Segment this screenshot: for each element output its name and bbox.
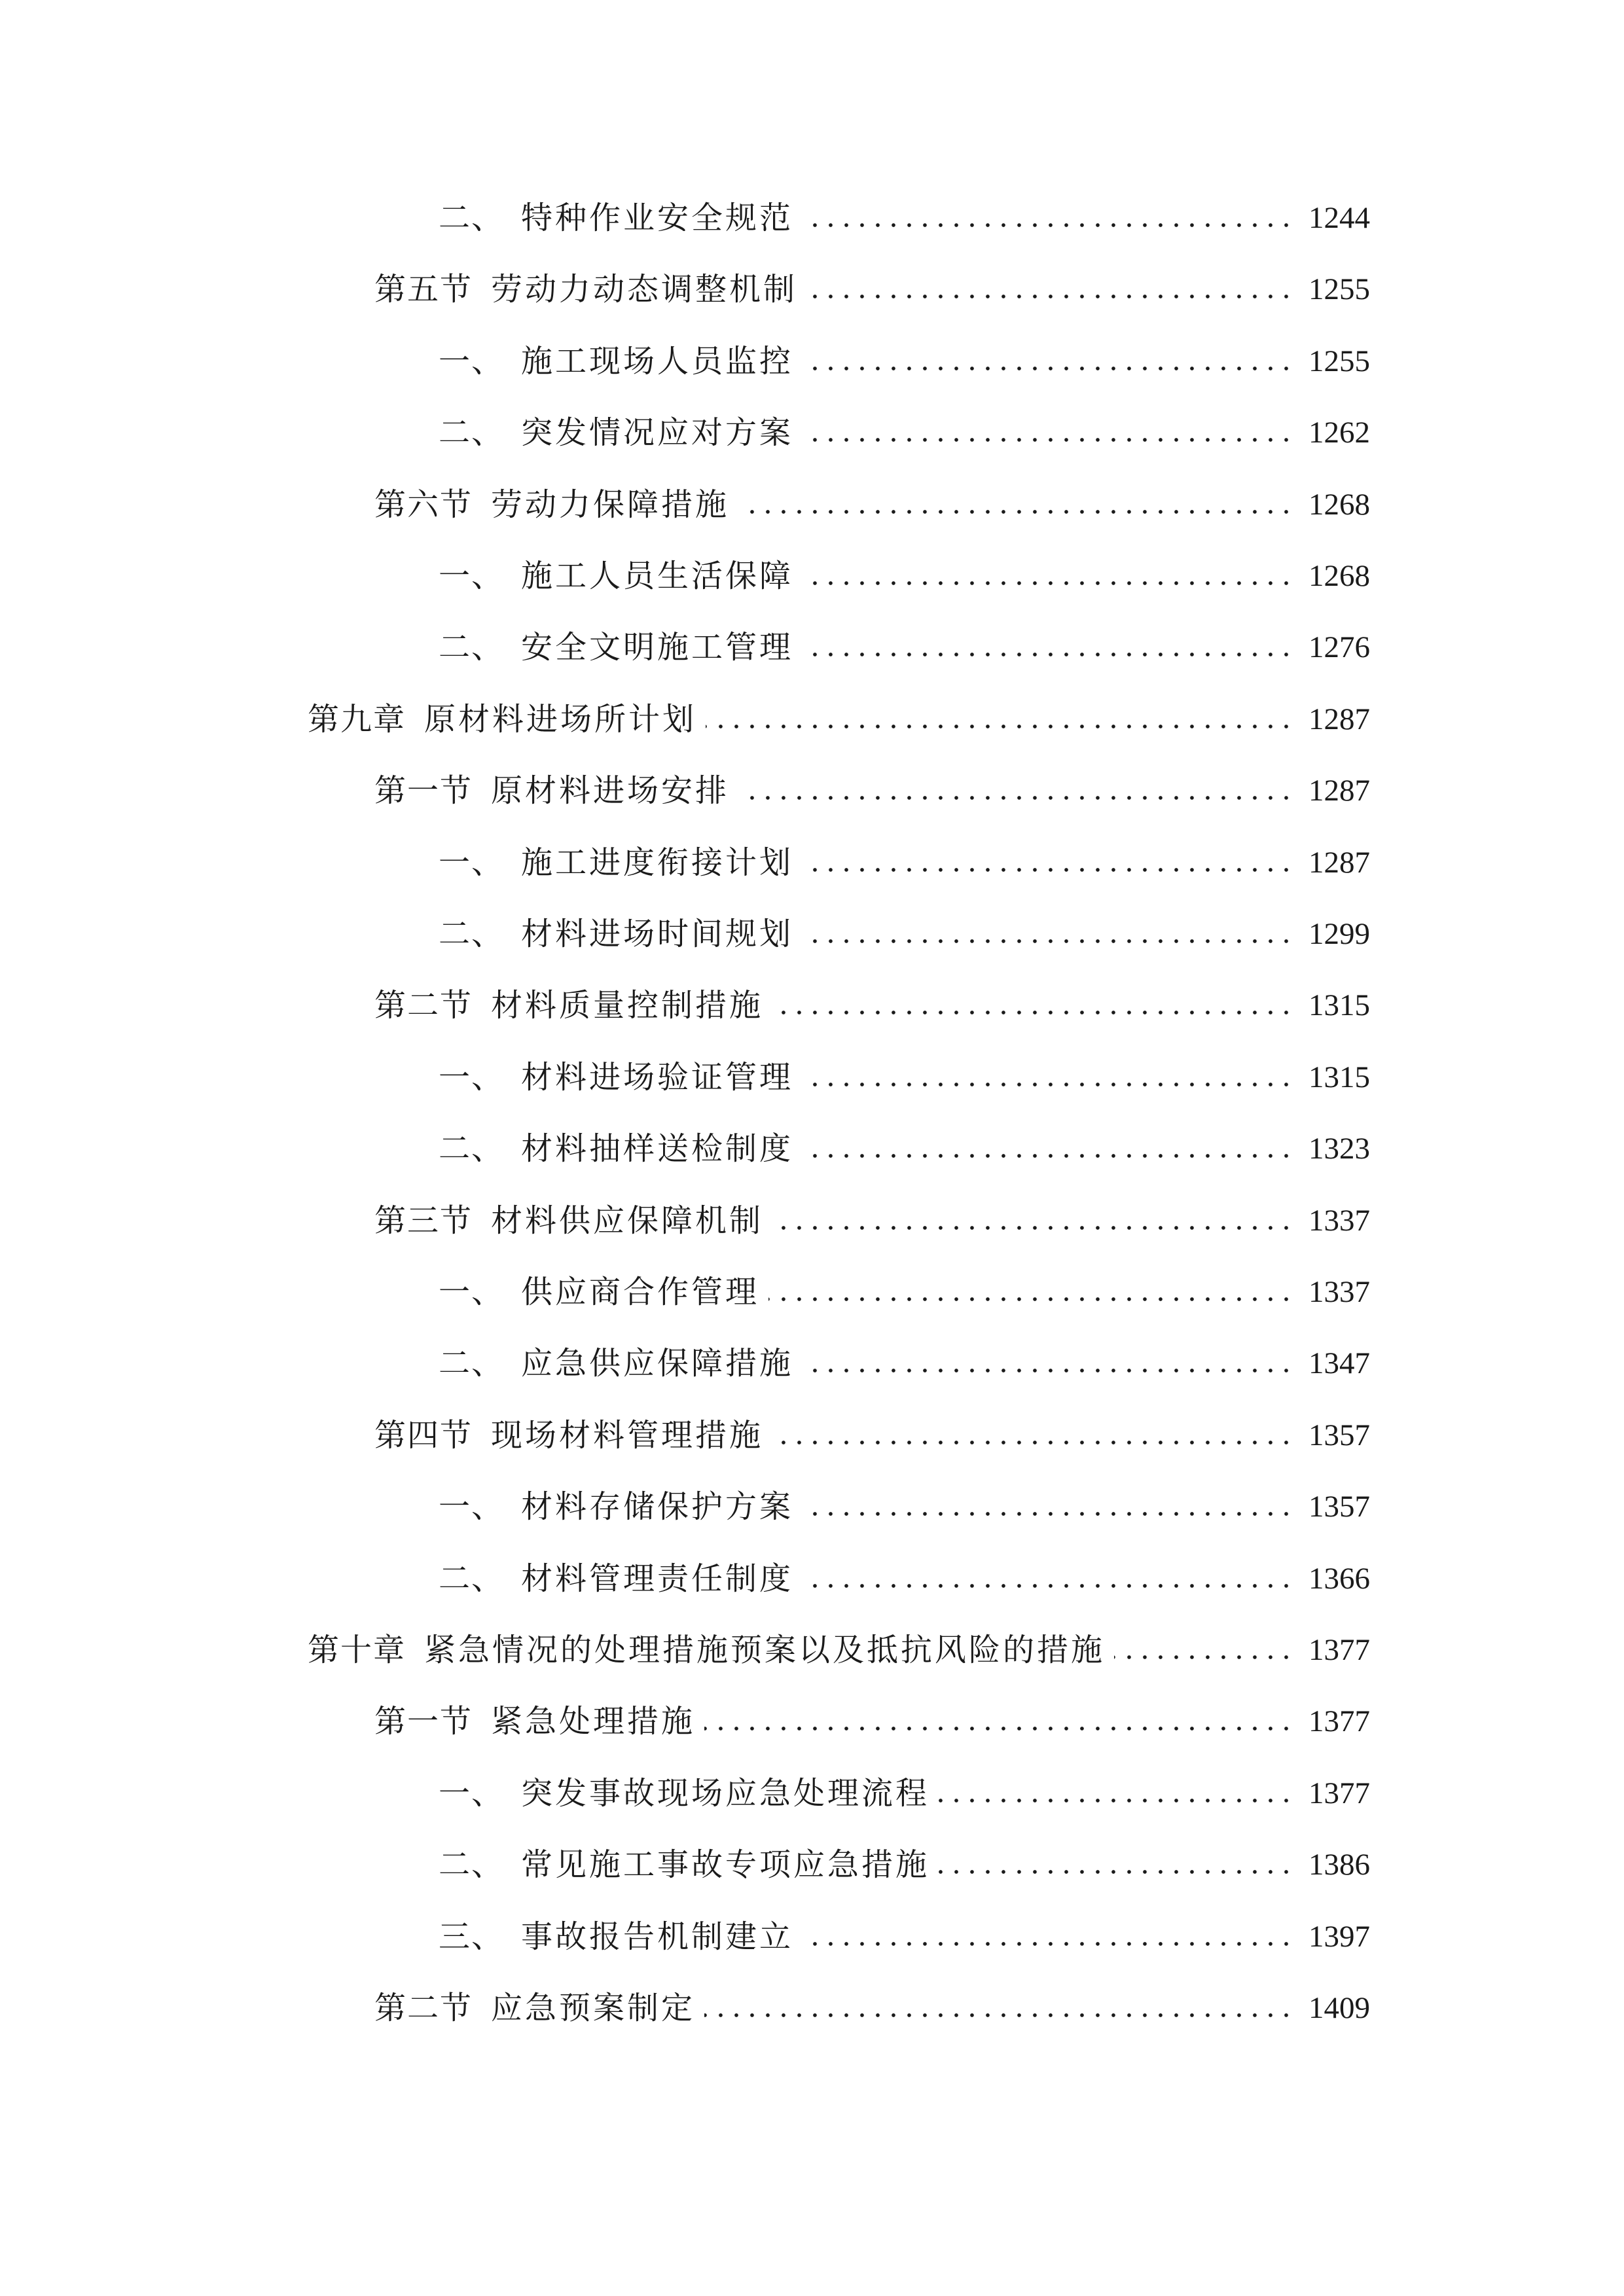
toc-dot-leader xyxy=(803,581,1294,585)
toc-entry-number: 二、 xyxy=(439,1130,505,1167)
toc-entry-title: 特种作业安全规范 xyxy=(521,200,794,236)
toc-entry-title: 紧急处理措施 xyxy=(491,1703,696,1740)
toc-entry-number: 二、 xyxy=(439,1560,505,1597)
toc-page-number: 1377 xyxy=(1308,1633,1370,1667)
toc-entry-number: 一、 xyxy=(439,1775,505,1812)
toc-entry-number: 二、 xyxy=(439,200,505,236)
toc-dot-leader xyxy=(1114,1655,1294,1659)
toc-entry[interactable] xyxy=(439,1266,1370,1318)
toc-entry-title: 材料进场验证管理 xyxy=(521,1059,794,1096)
toc-page-number: 1377 xyxy=(1308,1704,1370,1738)
toc-entry-number: 第九章 xyxy=(308,701,406,738)
toc-entry[interactable] xyxy=(439,1552,1370,1605)
toc-entry[interactable] xyxy=(374,1409,1370,1462)
toc-entry[interactable] xyxy=(439,836,1370,889)
toc-dot-leader xyxy=(706,725,1294,728)
toc-entry-number: 二、 xyxy=(439,414,505,451)
toc-page-number: 1357 xyxy=(1308,1418,1370,1452)
toc-entry-number: 一、 xyxy=(439,844,505,881)
toc-entry[interactable] xyxy=(308,1624,1370,1676)
toc-entry[interactable] xyxy=(439,406,1370,459)
toc-entry-number: 第三节 xyxy=(374,1202,473,1239)
toc-entry-number: 一、 xyxy=(439,558,505,594)
toc-dot-leader xyxy=(772,1441,1294,1444)
toc-page-number: 1287 xyxy=(1308,702,1370,736)
toc-entry-title: 紧急情况的处理措施预案以及抵抗风险的措施 xyxy=(424,1632,1106,1668)
toc-entry[interactable] xyxy=(439,335,1370,387)
toc-entry[interactable] xyxy=(439,1767,1370,1820)
toc-dot-leader xyxy=(803,438,1294,442)
toc-page-number: 1244 xyxy=(1308,201,1370,235)
toc-entry-number: 二、 xyxy=(439,1345,505,1382)
toc-dot-leader xyxy=(803,367,1294,370)
toc-page-number: 1315 xyxy=(1308,1060,1370,1094)
toc-entry-title: 应急预案制定 xyxy=(491,1990,696,2026)
toc-dot-leader xyxy=(772,1011,1294,1014)
toc-entry-title: 材料供应保障机制 xyxy=(491,1202,764,1239)
toc-entry[interactable] xyxy=(374,478,1370,531)
toc-entry[interactable] xyxy=(374,1194,1370,1247)
toc-entry[interactable] xyxy=(439,1910,1370,1963)
toc-entry-number: 第十章 xyxy=(308,1632,406,1668)
toc-page-number: 1315 xyxy=(1308,988,1370,1022)
toc-entry-title: 劳动力保障措施 xyxy=(491,486,730,523)
toc-entry-number: 第一节 xyxy=(374,1703,473,1740)
toc-entry-title: 现场材料管理措施 xyxy=(491,1417,764,1454)
toc-page-number: 1409 xyxy=(1308,1991,1370,2025)
toc-dot-leader xyxy=(939,1799,1294,1803)
toc-entry-title: 应急供应保障措施 xyxy=(521,1345,794,1382)
toc-dot-leader xyxy=(803,653,1294,656)
toc-page-number: 1262 xyxy=(1308,416,1370,450)
toc-entry[interactable] xyxy=(439,1122,1370,1175)
toc-dot-leader xyxy=(803,939,1294,943)
toc-page-number: 1357 xyxy=(1308,1490,1370,1524)
toc-entry-number: 二、 xyxy=(439,916,505,952)
toc-entry-number: 第二节 xyxy=(374,1990,473,2026)
toc-dot-leader xyxy=(803,223,1294,227)
toc-page-number: 1299 xyxy=(1308,917,1370,951)
toc-entry-number: 一、 xyxy=(439,1488,505,1525)
toc-page-number: 1287 xyxy=(1308,846,1370,880)
toc-entry-number: 二、 xyxy=(439,1846,505,1883)
toc-entry[interactable] xyxy=(374,263,1370,315)
toc-dot-leader xyxy=(803,1083,1294,1086)
toc-entry[interactable] xyxy=(439,908,1370,960)
toc-entry-title: 材料存储保护方案 xyxy=(521,1488,794,1525)
toc-entry-number: 一、 xyxy=(439,1059,505,1096)
toc-entry-title: 突发情况应对方案 xyxy=(521,414,794,451)
toc-entry-title: 材料进场时间规划 xyxy=(521,916,794,952)
toc-entry-number: 第一节 xyxy=(374,772,473,809)
toc-entry-title: 施工现场人员监控 xyxy=(521,343,794,380)
toc-entry-title: 事故报告机制建立 xyxy=(521,1918,794,1955)
toc-dot-leader xyxy=(772,1226,1294,1230)
toc-entry[interactable] xyxy=(439,1839,1370,1891)
toc-entry-title: 施工进度衔接计划 xyxy=(521,844,794,881)
toc-entry-title: 突发事故现场应急处理流程 xyxy=(521,1775,930,1812)
toc-entry-title: 常见施工事故专项应急措施 xyxy=(521,1846,930,1883)
toc-entry-number: 第六节 xyxy=(374,486,473,523)
toc-page-number: 1323 xyxy=(1308,1132,1370,1166)
toc-page-number: 1287 xyxy=(1308,774,1370,808)
toc-dot-leader xyxy=(803,1584,1294,1588)
toc-entry[interactable] xyxy=(439,621,1370,673)
toc-page-number: 1268 xyxy=(1308,559,1370,593)
toc-dot-leader xyxy=(803,1154,1294,1158)
toc-entry-number: 一、 xyxy=(439,343,505,380)
toc-page-number: 1255 xyxy=(1308,344,1370,378)
toc-dot-leader xyxy=(738,796,1294,800)
toc-entry[interactable] xyxy=(439,1337,1370,1390)
toc-dot-leader xyxy=(803,1942,1294,1946)
toc-entry-title: 材料管理责任制度 xyxy=(521,1560,794,1597)
toc-page-number: 1377 xyxy=(1308,1776,1370,1810)
toc-entry-title: 劳动力动态调整机制 xyxy=(491,271,798,308)
toc-page-number: 1386 xyxy=(1308,1848,1370,1882)
toc-entry-title: 原材料进场所计划 xyxy=(424,701,697,738)
toc-entry[interactable] xyxy=(374,1982,1370,2034)
toc-entry[interactable] xyxy=(374,1695,1370,1748)
toc-dot-leader xyxy=(704,2013,1294,2017)
toc-page-number: 1347 xyxy=(1308,1346,1370,1380)
toc-entry-title: 安全文明施工管理 xyxy=(521,629,794,666)
toc-dot-leader xyxy=(939,1870,1294,1874)
toc-entry[interactable] xyxy=(439,550,1370,602)
toc-entry-title: 材料质量控制措施 xyxy=(491,987,764,1024)
toc-entry[interactable] xyxy=(439,1051,1370,1103)
toc-entry[interactable] xyxy=(308,693,1370,745)
toc-entry-number: 三、 xyxy=(439,1918,505,1955)
toc-entry-number: 第五节 xyxy=(374,271,473,308)
toc-page-number: 1255 xyxy=(1308,272,1370,306)
toc-dot-leader xyxy=(803,868,1294,872)
toc-entry-title: 材料抽样送检制度 xyxy=(521,1130,794,1167)
toc-dot-leader xyxy=(768,1297,1294,1301)
toc-entry-number: 一、 xyxy=(439,1274,505,1310)
toc-page-number: 1397 xyxy=(1308,1920,1370,1954)
toc-dot-leader xyxy=(704,1727,1294,1731)
toc-entry-title: 供应商合作管理 xyxy=(521,1274,760,1310)
toc-entry-number: 第四节 xyxy=(374,1417,473,1454)
toc-entry-number: 二、 xyxy=(439,629,505,666)
toc-page-number: 1268 xyxy=(1308,488,1370,522)
toc-dot-leader xyxy=(738,510,1294,514)
toc-entry[interactable] xyxy=(374,979,1370,1031)
toc-page-number: 1366 xyxy=(1308,1562,1370,1596)
toc-page-number: 1337 xyxy=(1308,1204,1370,1238)
toc-entry-number: 第二节 xyxy=(374,987,473,1024)
toc-page-number: 1276 xyxy=(1308,630,1370,664)
toc-dot-leader xyxy=(806,295,1294,298)
toc-dot-leader xyxy=(803,1369,1294,1372)
toc-entry[interactable] xyxy=(439,1480,1370,1533)
toc-entry[interactable] xyxy=(439,192,1370,244)
toc-entry-title: 施工人员生活保障 xyxy=(521,558,794,594)
toc-entry-title: 原材料进场安排 xyxy=(491,772,730,809)
toc-dot-leader xyxy=(803,1512,1294,1516)
toc-entry[interactable] xyxy=(374,764,1370,817)
toc-page-number: 1337 xyxy=(1308,1275,1370,1309)
